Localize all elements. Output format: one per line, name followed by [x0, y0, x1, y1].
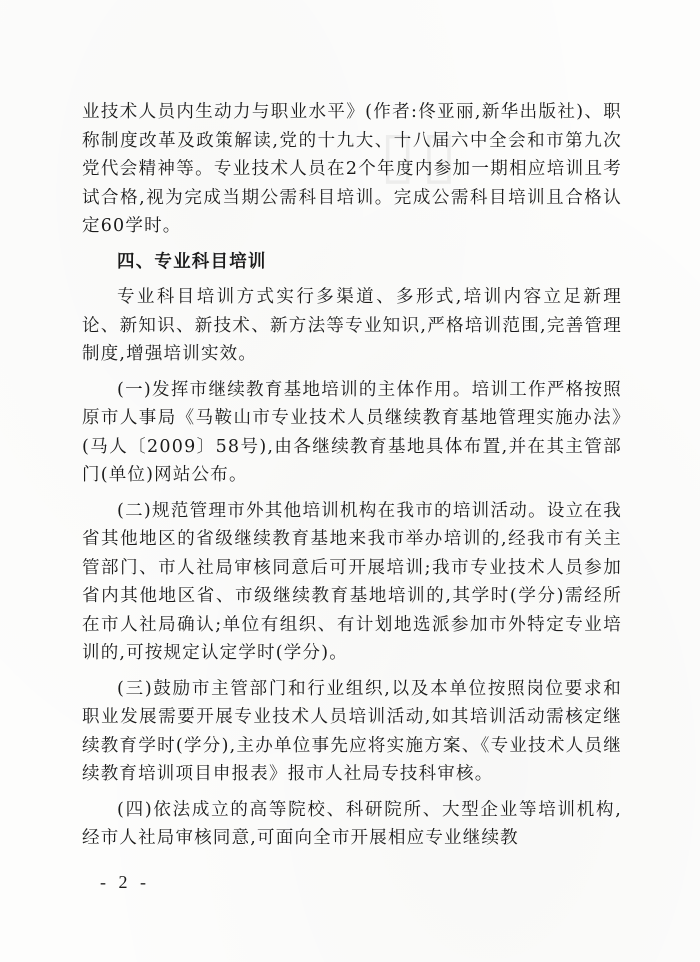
section-heading: 四、专业科目培训 — [117, 251, 267, 272]
paragraph-item-4: (四)依法成立的高等院校、科研院所、大型企业等培训机构,经市人社局审核同意,可面向全市开展相应专业继续教 — [82, 799, 622, 848]
paragraph-item-3: (三)鼓励市主管部门和行业组织,以及本单位按照岗位要求和职业发展需要开展专业技术人员培训活动,如其培训活动需核定继续教育学时(学分),主办单位事先应将实施方案、《专业技术人员继续教育培训项目申报表》报市人社局专技科审核。 — [82, 678, 622, 784]
page-number: - 2 - — [100, 872, 150, 892]
paragraph-item-2: (二)规范管理市外其他培训机构在我市的培训活动。设立在我省其他地区的省级继续教育基地来我市举办培训的,经我市有关主管部门、市人社局审核同意后可开展培训;我市专业技术人员参加省内其他地区省、市级继续教育基地培训的,其学时(学分)需经所在市人社局确认;单位有组织、有计划地选派参加市外特定专业培训的,可按规定认定学时(学分)。 — [82, 500, 622, 663]
bleed-through-decoration: ▯▯ — [380, 118, 463, 192]
document-body — [82, 98, 622, 853]
paragraph-continuation: 业技术人员内生动力与职业水平》(作者:佟亚丽,新华出版社)、职称制度改革及政策解读,党的十九大、十八届六中全会和市第九次党代会精神等。专业技术人员在2个年度内参加一期相应培训且考试合格,视为完成当期公需科目培训。完成公需科目培训且合格认定60学时。 — [82, 102, 622, 236]
paragraph-item-1: (一)发挥市继续教育基地培训的主体作用。培训工作严格按照原市人事局《马鞍山市专业技术人员继续教育基地管理实施办法》(马人〔2009〕58号),由各继续教育基地具体布置,并在其主管部门(单位)网站公布。 — [82, 379, 622, 485]
paragraph-intro: 专业科目培训方式实行多渠道、多形式,培训内容立足新理论、新知识、新技术、新方法等专业知识,严格培训范围,完善管理制度,增强培训实效。 — [82, 287, 622, 364]
